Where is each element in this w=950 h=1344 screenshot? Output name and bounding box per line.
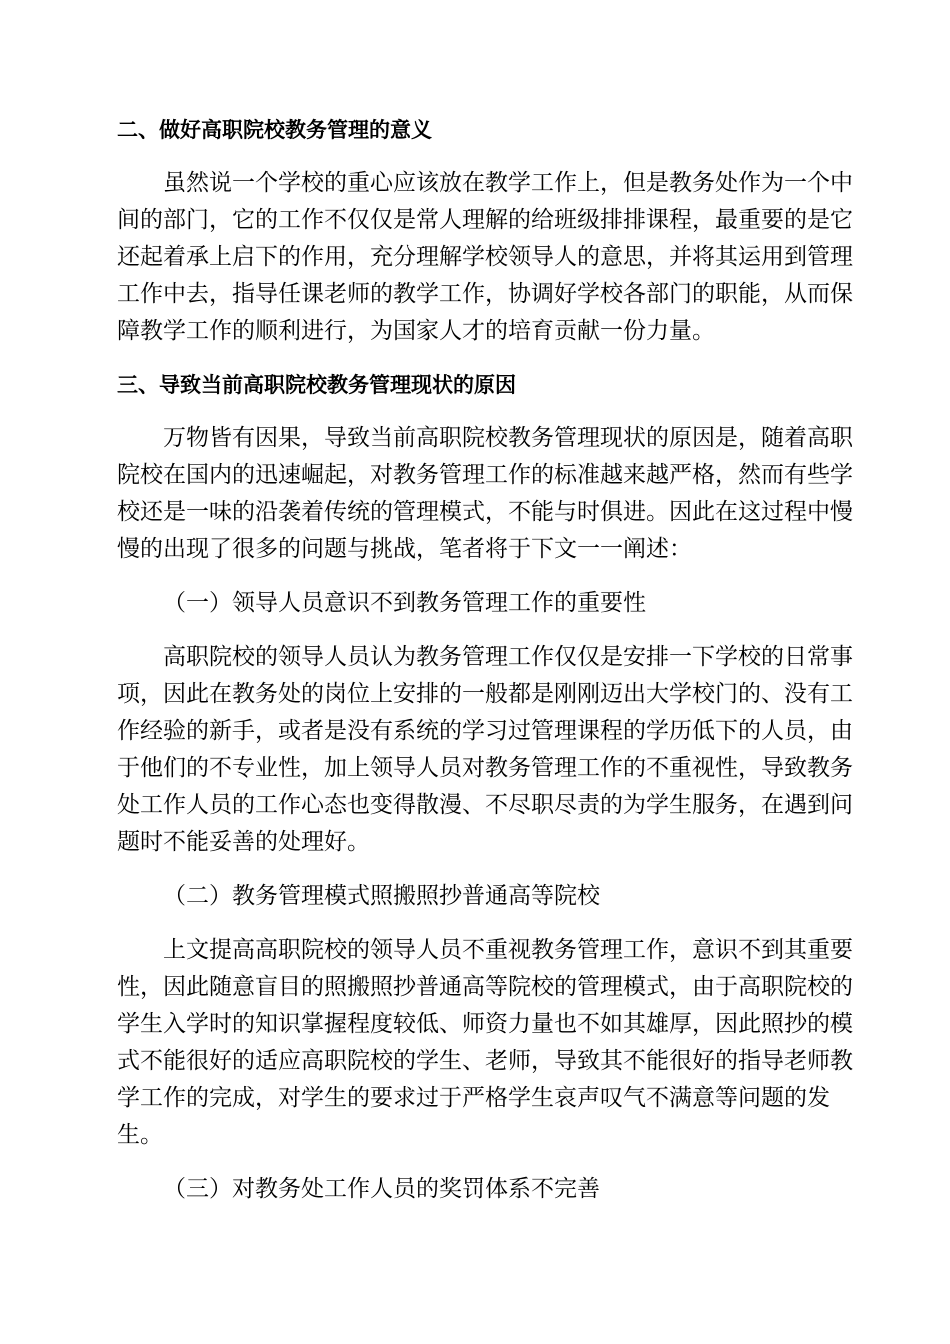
document-page [117,112,853,1225]
paragraph-line: 院校在国内的迅速崛起，对教务管理工作的标准越来越严格，然而有些学 [117,462,853,488]
section-heading-2: 二、做好高职院校教务管理的意义 [117,118,432,142]
paragraph-line: 高职院校的领导人员认为教务管理工作仅仅是安排一下学校的日常事 [163,644,853,670]
paragraph-line: 于他们的不专业性，加上领导人员对教务管理工作的不重视性，导致教务 [117,755,853,781]
paragraph-line: 上文提高高职院校的领导人员不重视教务管理工作，意识不到其重要 [163,937,853,963]
paragraph-line: 工作中去，指导任课老师的教学工作，协调好学校各部门的职能，从而保 [117,281,853,307]
paragraph-line: 项，因此在教务处的岗位上安排的一般都是刚刚迈出大学校门的、没有工 [117,681,853,707]
subheading-1: （一）领导人员意识不到教务管理工作的重要性 [163,590,646,616]
paragraph-copied-model [117,932,853,1154]
paragraph-line: 还起着承上启下的作用，充分理解学校领导人的意思，并将其运用到管理 [117,244,853,270]
paragraph-line: 慢的出现了很多的问题与挑战，笔者将于下文一一阐述： [117,536,692,562]
subheading-2: （二）教务管理模式照搬照抄普通高等院校 [163,883,600,909]
paragraph-significance [117,165,853,350]
paragraph-line: 处工作人员的工作心态也变得散漫、不尽职尽责的为学生服务，在遇到问 [117,792,853,818]
paragraph-line: 生。 [117,1122,163,1148]
paragraph-line: 间的部门，它的工作不仅仅是常人理解的给班级排排课程，最重要的是它 [117,207,853,233]
paragraph-line: 障教学工作的顺利进行，为国家人才的培育贡献一份力量。 [117,318,715,344]
paragraph-causes-intro [117,420,853,568]
paragraph-line: 题时不能妥善的处理好。 [117,829,370,855]
paragraph-line: 性，因此随意盲目的照搬照抄普通高等院校的管理模式，由于高职院校的 [117,974,853,1000]
subheading-3: （三）对教务处工作人员的奖罚体系不完善 [163,1176,600,1202]
paragraph-leadership [117,639,853,861]
paragraph-line: 式不能很好的适应高职院校的学生、老师，导致其不能很好的指导老师教 [117,1048,853,1074]
paragraph-line: 虽然说一个学校的重心应该放在教学工作上，但是教务处作为一个中 [163,170,853,196]
paragraph-line: 作经验的新手，或者是没有系统的学习过管理课程的学历低下的人员，由 [117,718,853,744]
paragraph-line: 学工作的完成，对学生的要求过于严格学生哀声叹气不满意等问题的发 [117,1085,830,1111]
paragraph-line: 校还是一味的沿袭着传统的管理模式，不能与时俱进。因此在这过程中慢 [117,499,853,525]
section-heading-3: 三、导致当前高职院校教务管理现状的原因 [117,373,516,397]
paragraph-line: 学生入学时的知识掌握程度较低、师资力量也不如其雄厚，因此照抄的模 [117,1011,853,1037]
paragraph-line: 万物皆有因果，导致当前高职院校教务管理现状的原因是，随着高职 [163,425,853,451]
